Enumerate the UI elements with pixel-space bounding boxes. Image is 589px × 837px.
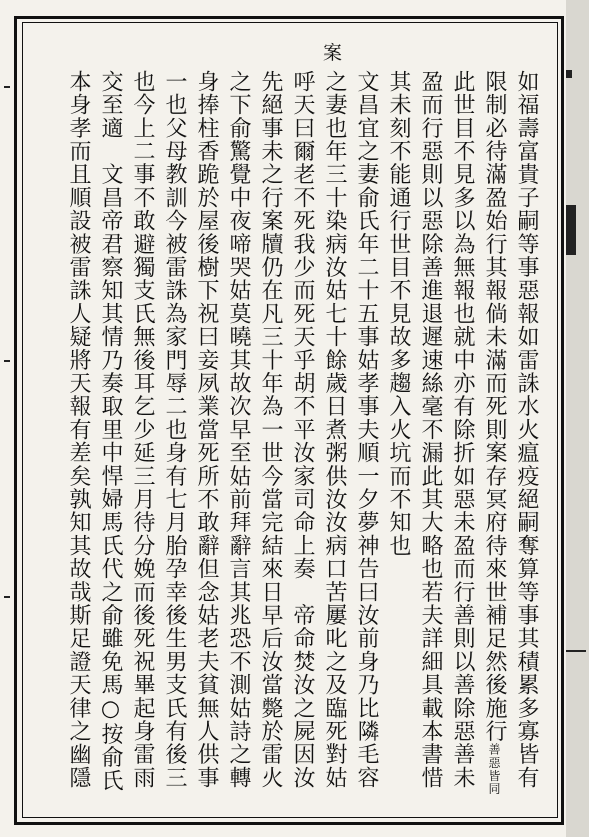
column-text: 本身孝而且順設被雷誅人疑將天報有差矣孰知其故哉斯足證天律之幽隱 [66,70,91,790]
column-text: 文昌宜之妻俞氏年二十五事姑孝事夫順一夕夢神告曰汝前身乃比隣毛容 [354,70,379,790]
column-text: 此世目不見多以為無報也就中亦有除折如惡未盈而行善則以善除惡善未 [450,70,475,790]
edge-tick [4,360,10,362]
edge-mark [566,70,572,78]
text-column [450,70,474,789]
text-column [162,70,186,789]
column-text: 也今上二事不敢避獨支氏無後耳乞少延三月待分娩而後死祝畢起身雷雨 [130,70,155,790]
column-text: 限制必待滿盈始行其報倘未滿而死則案存冥府待來世補足然後施行 [482,70,507,743]
column-text: 之妻也年三十染病汝姑七十餘歲日煮粥供汝汝病口苦屢叱之及臨死對姑 [322,70,347,790]
edge-tick [4,86,10,88]
column-text: 如福壽富貴子嗣等事惡報如雷誅水火瘟疫絕嗣奪算等事其積累多寡皆有 [514,70,539,790]
text-column [258,70,282,789]
column-text: 一也父母教訓今被雷誅為家門辱二也身有七月胎孕幸後生男支氏有後三 [162,70,187,790]
text-column [514,70,538,789]
text-column [482,70,506,796]
column-text: 呼天曰爾老不死我少而死天乎胡不平汝家司命上奏 帝命焚汝之屍因汝 [290,70,315,790]
page-label: 案 [323,42,343,64]
text-column [322,70,346,789]
left-edge-marks [0,0,14,837]
column-text: 交至適 文昌帝君察知其情乃奏取里中悍婦馬氏代之俞雖免馬○按俞氏 [98,70,123,793]
text-column [130,70,154,789]
text-column [418,70,442,789]
text-column [386,70,410,557]
column-text: 身捧柱香跪於屋後樹下祝曰妾夙業當死所不敢辭但念姑老夫貧無人供事 [194,70,219,790]
column-text: 之下俞驚覺中夜啼哭姑莫曉其故次早至姑前拜辭言其兆恐不測姑詩之轉 [226,70,251,790]
edge-mark [566,205,576,255]
column-text: 盈而行惡則以惡除善進退遲速絲毫不漏此其大略也若夫詳細具載本書惜 [418,70,443,790]
text-column [98,70,122,792]
edge-tick [4,596,10,598]
text-column [226,70,250,789]
edge-mark [566,650,586,652]
text-column [66,70,90,789]
column-text: 其未刻不能通行世目不見故多趨入火坑而不知也 [386,70,411,558]
text-column [354,70,378,789]
text-column [290,70,314,789]
text-column [194,70,218,789]
page-edge-strip [566,0,589,837]
column-text: 先絕事未之行案牘仍在凡三十年為一世今當完結來日早后汝當斃於雷火 [258,70,283,790]
small-annotation: 善惡皆同 [487,742,501,796]
